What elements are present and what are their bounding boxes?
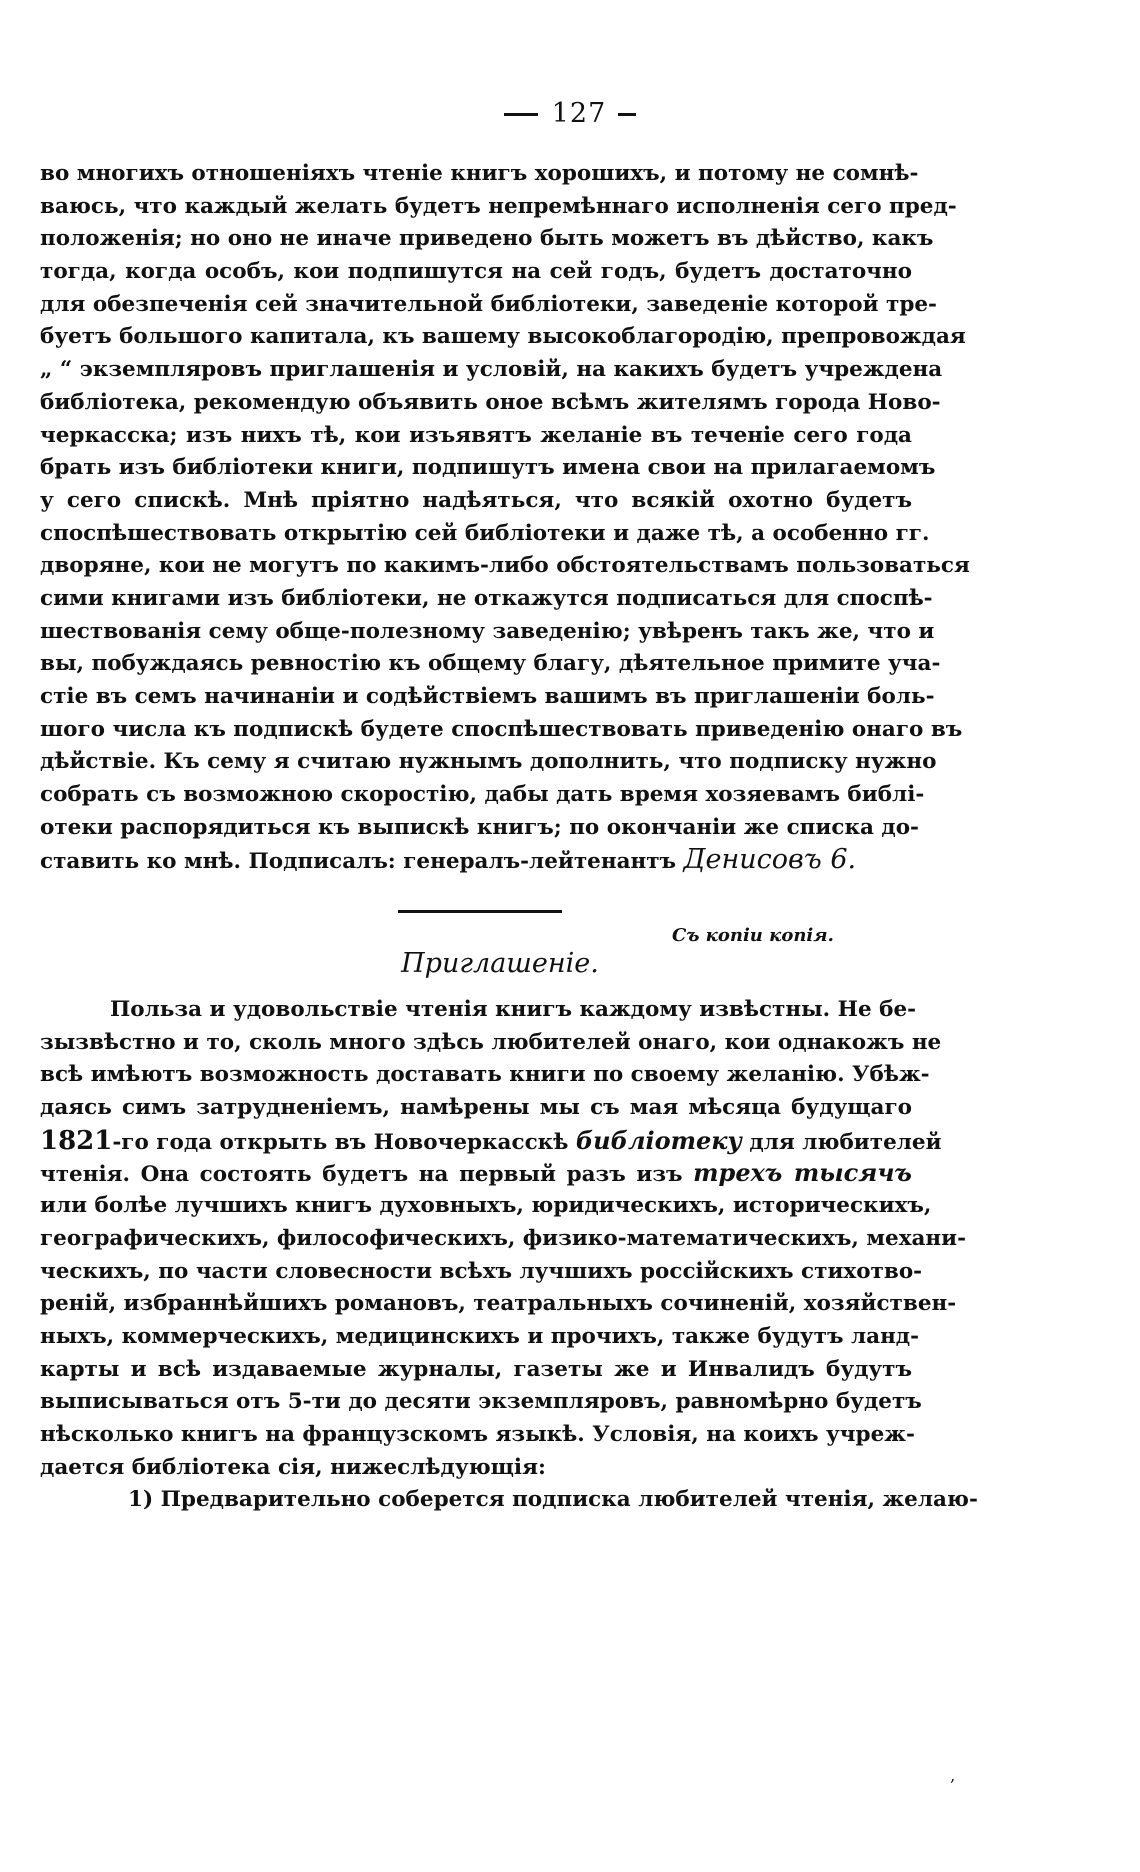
letter-line: брать изъ библіотеки книги, подпишутъ имена свои на прилагаемомъ: [40, 455, 936, 481]
letter-line: у сего спискѣ. Мнѣ пріятно надѣяться, что всякій охотно будетъ: [40, 487, 912, 513]
letter-line: отеки распорядиться къ выпискѣ книгъ; по окончаніи же списка до-: [40, 814, 919, 840]
page-number-dash-left: [504, 113, 538, 116]
letter-line: тогда, когда особъ, кои подпишутся на сей годъ, будетъ достаточно: [40, 259, 912, 285]
letter-line: собрать съ возможною скоростію, дабы дать время хозяевамъ библі-: [40, 782, 925, 808]
invitation-line: зызвѣстно и то, сколь много здѣсь любителей онаго, кои однакожъ не: [40, 1029, 942, 1055]
invitation-line: Польза и удовольствіе чтенія книгъ каждому извѣстны. Не бе-: [110, 997, 917, 1022]
condition-item-1: 1) Предварительно соберется подписка любителей чтенія, желаю-: [128, 1487, 978, 1513]
letter-line: сими книгами изъ библіотеки, не откажутся подписаться для споспѣ-: [40, 585, 933, 611]
page-number: [0, 98, 1140, 129]
invitation-line: ныхъ, коммерческихъ, медицинскихъ и прочихъ, также будутъ ланд-: [40, 1323, 920, 1349]
letter-line: ваюсь, что каждый желать будетъ непремѣннаго исполненія сего пред-: [40, 193, 957, 219]
year-line-end: для любителей: [749, 1129, 942, 1155]
letter-line: шого числа къ подпискѣ будете споспѣшествовать приведенію онаго въ: [40, 716, 963, 742]
letter-line: дѣйствіе. Къ сему я считаю нужнымъ дополнить, что подписку нужно: [40, 749, 937, 775]
thousands-line-start: чтенія. Она состоять будетъ на первый разъ изъ: [40, 1162, 683, 1188]
letter-line: дворяне, кои не могутъ по какимъ-либо обстоятельствамъ пользоваться: [40, 553, 970, 579]
letter-line: черкасска; изъ нихъ тѣ, кои изъявятъ желаніе въ теченіе сего года: [40, 422, 912, 448]
invitation-line: всѣ имѣютъ возможность доставать книги по своему желанію. Убѣж-: [40, 1062, 930, 1088]
letter-line: во многихъ отношеніяхъ чтеніе книгъ хорошихъ, и потому не сомнѣ-: [40, 161, 919, 186]
invitation-line: или болѣе лучшихъ книгъ духовныхъ, юридическихъ, историческихъ,: [40, 1193, 932, 1219]
thousands-word: трехъ тысячъ: [693, 1158, 912, 1188]
page-number-text: 127: [551, 98, 607, 129]
invitation-body: [40, 994, 978, 1517]
letter-line: буетъ большого капитала, къ вашему высокоблагородію, препровождая: [40, 324, 966, 350]
invitation-line: реній, избраннѣйшихъ романовъ, театральныхъ сочиненій, хозяйствен-: [40, 1291, 957, 1317]
letter-body: [40, 158, 970, 877]
invitation-line: выписываться отъ 5-ти до десяти экземпляровъ, равномѣрно будетъ: [40, 1389, 922, 1415]
invitation-line: даясь симъ затрудненіемъ, намѣрены мы съ мая мѣсяца будущаго: [40, 1095, 912, 1121]
letter-line: библіотека, рекомендую объявить оное всѣмъ жителямъ города Ново-: [40, 389, 941, 415]
invitation-line: карты и всѣ издаваемые журналы, газеты же и Инвалидъ будутъ: [40, 1356, 912, 1382]
signature-prefix: ставить ко мнѣ. Подписалъ: генералъ-лейтенантъ: [40, 849, 677, 875]
letter-line: для обезпеченія сей значительной библіотеки, заведеніе которой тре-: [40, 291, 937, 317]
invitation-line-last: дается библіотека сія, нижеслѣдующія:: [40, 1454, 546, 1480]
letter-line: споспѣшествовать открытію сей библіотеки и даже тѣ, а особенно гг.: [40, 520, 930, 546]
year-line-mid: -го года открыть въ Новочеркасскѣ: [112, 1129, 569, 1155]
letter-line: шествованія сему обще-полезному заведенію; увѣренъ такъ же, что и: [40, 618, 935, 644]
invitation-line: ческихъ, по части словесности всѣхъ лучшихъ россійскихъ стихотво-: [40, 1258, 923, 1284]
letter-line: положенія; но оно не иначе приведено быть можетъ въ дѣйство, какъ: [40, 226, 934, 252]
invitation-line-year: [40, 1125, 942, 1158]
stray-mark: ‚: [950, 1766, 956, 1785]
invitation-heading: Приглашеніе.: [401, 948, 599, 979]
invitation-line-thousands: [40, 1157, 912, 1190]
library-word: библіотеку: [575, 1125, 742, 1155]
signature-name: Денисовъ 6.: [683, 844, 857, 876]
section-divider: [398, 910, 562, 913]
letter-line: „ “ экземпляровъ приглашенія и условій, на какихъ будетъ учреждена: [40, 357, 943, 383]
letter-line: вы, побуждаясь ревностію къ общему благу, дѣятельное примите уча-: [40, 651, 941, 677]
invitation-line: нѣсколько книгъ на французскомъ языкѣ. Условія, на коихъ учреж-: [40, 1421, 915, 1447]
copy-note: Съ копіи копія.: [672, 925, 834, 946]
year-number: 1821: [40, 1125, 113, 1156]
page-number-dash-right: [618, 113, 636, 116]
invitation-line: географическихъ, философическихъ, физико-математическихъ, механи-: [40, 1225, 967, 1251]
signature-line: [40, 844, 912, 877]
letter-line: стіе въ семъ начинаніи и содѣйствіемъ вашимъ въ приглашеніи боль-: [40, 684, 935, 709]
